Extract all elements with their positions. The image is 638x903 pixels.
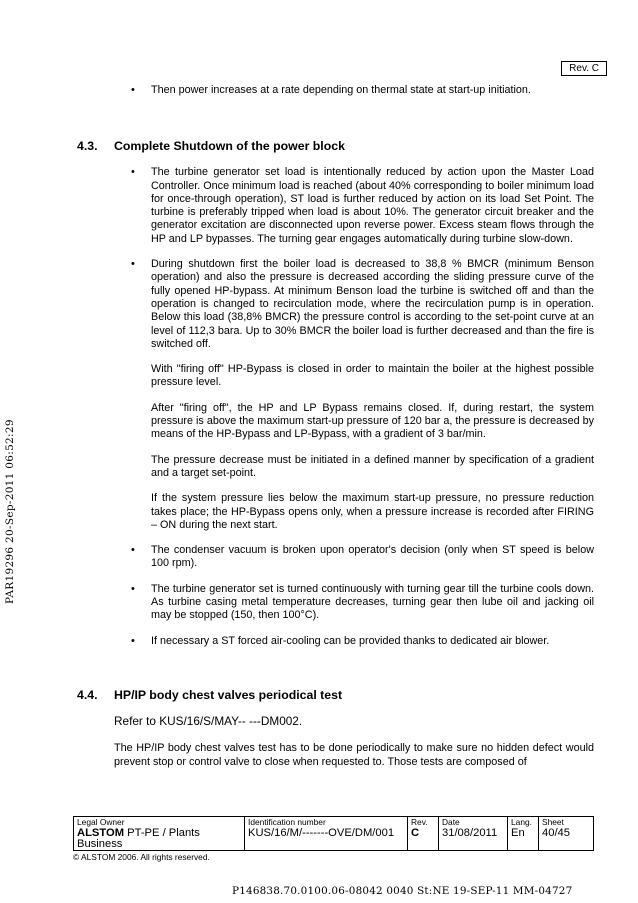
date-cell — [439, 817, 508, 851]
bullet-text: If necessary a ST forced air-cooling can be provided thanks to dedicated air blower. — [151, 634, 550, 647]
date-label: Date — [442, 817, 460, 827]
legal-owner-label: Legal Owner — [77, 817, 125, 827]
bullet-dot: • — [131, 166, 135, 179]
bottom-stamp: P146838.70.0100.06-08042 0040 St:NE 19-SEP-11 MM-04727 — [232, 885, 573, 897]
paragraph: After "firing off", the HP and LP Bypass remains closed. If, during restart, the system pressure is above the maximum start-up pressure of 120 bar a, the pressure is decreased by means of the HP-Bypass and LP-Bypass, with a gradient of 3 bar/min. — [151, 401, 594, 441]
bullet-dot: • — [131, 634, 135, 647]
bullet-text: The turbine generator set load is intentionally reduced by action upon the Master Load Controller. Once minimum load is reached (about 40% corresponding to boiler minimum load for once-through operation), ST load is further reduced by action on its load Set Point. The turbine is preferably tripped when load is about 10%. The generator circuit breaker and the generator excitation are disconnected upon reverse power. Excess steam flows through the HP and LP bypasses. The turning gear engages automatically during turbine slow-down. — [151, 166, 594, 245]
side-stamp: PAR19296 20-Sep-2011 06:52:29 — [4, 419, 16, 604]
bullet-text: During shutdown first the boiler load is decreased to 38,8 % BMCR (minimum Benson operation) and also the pressure is decreased according the sliding pressure curve of the fully opened HP-bypass. At minimum Benson load the turbine is switched off and than the operation is changed to recirculation mode, where the recirculation pump is in operation. Below this load (38,8% BMCR) the pressure control is according to the set-point curve at an level of 112,3 bara. Up to 30% BMCR the boiler load is further decreased and than the fire is switched off. — [151, 258, 594, 350]
paragraph: The pressure decrease must be initiated in a defined manner by specification of a gradient and a target set-point. — [151, 453, 594, 479]
section-4-4-heading — [77, 688, 594, 703]
section-4-3-heading — [77, 139, 594, 154]
identification-label: Identification number — [248, 817, 326, 827]
sheet-label: Sheet — [542, 817, 564, 827]
rev-label: Rev. — [411, 817, 428, 827]
rev-value: C — [411, 827, 420, 839]
bullet-item — [77, 166, 594, 246]
section-number: 4.4. — [77, 687, 98, 702]
paragraph: If the system pressure lies below the maximum start-up pressure, no pressure reduction takes place; the HP-Bypass opens only, when a pressure increase is recorded after FIRING – ON during the next start. — [151, 492, 594, 531]
intro-bullet-text: Then power increases at a rate depending on thermal state at start-up initiation. — [151, 84, 531, 96]
legal-owner-company: ALSTOM — [77, 827, 125, 839]
copyright: © ALSTOM 2006. All rights reserved. — [73, 852, 210, 862]
section-number: 4.3. — [77, 139, 98, 154]
bullet-item — [77, 583, 594, 623]
bullet-dot: • — [131, 544, 135, 557]
legal-owner-cell — [74, 817, 245, 851]
identification-value: KUS/16/M/-------OVE/DM/001 — [248, 827, 395, 839]
bullet-item — [77, 258, 594, 351]
bullet-item — [77, 635, 594, 648]
section-title: Complete Shutdown of the power block — [114, 139, 345, 154]
lang-cell — [508, 817, 539, 851]
lang-value: En — [511, 827, 525, 839]
paragraph: The HP/IP body chest valves test has to be done periodically to make sure no hidden defect would prevent stop or control valve to close when requested to. Those tests are composed of — [114, 742, 594, 768]
reference-line: Refer to KUS/16/S/MAY-- ---DM002. — [114, 713, 303, 728]
footer-table — [73, 816, 594, 851]
document-footer — [73, 816, 594, 862]
sheet-cell — [539, 817, 594, 851]
bullet-dot: • — [131, 84, 135, 96]
legal-owner-value — [77, 828, 241, 850]
bullet-item — [77, 544, 594, 571]
bullet-dot: • — [131, 582, 135, 595]
sheet-value: 40/45 — [542, 827, 570, 839]
bullet-text: The condenser vacuum is broken upon operator's decision (only when ST speed is below 100 rpm). — [151, 544, 594, 570]
date-value: 31/08/2011 — [442, 827, 498, 839]
section-title: HP/IP body chest valves periodical test — [114, 687, 343, 702]
legal-owner-unit: PT-PE / Plants Business — [77, 827, 200, 850]
paragraph: With "firing off" HP-Bypass is closed in order to maintain the boiler at the highest possible pressure level. — [151, 363, 594, 389]
bullet-text: The turbine generator set is turned continuously with turning gear till the turbine cools down. As turbine casing metal temperature decreases, turning gear then lube oil and jacking oil may be stopped (150, then 100°C). — [151, 582, 594, 622]
lang-label: Lang. — [511, 817, 532, 827]
bullet-dot: • — [131, 258, 135, 271]
document-body — [77, 84, 594, 769]
intro-bullet — [77, 84, 594, 97]
revision-box: Rev. C — [561, 61, 607, 76]
identification-cell — [245, 817, 408, 851]
rev-cell — [408, 817, 439, 851]
